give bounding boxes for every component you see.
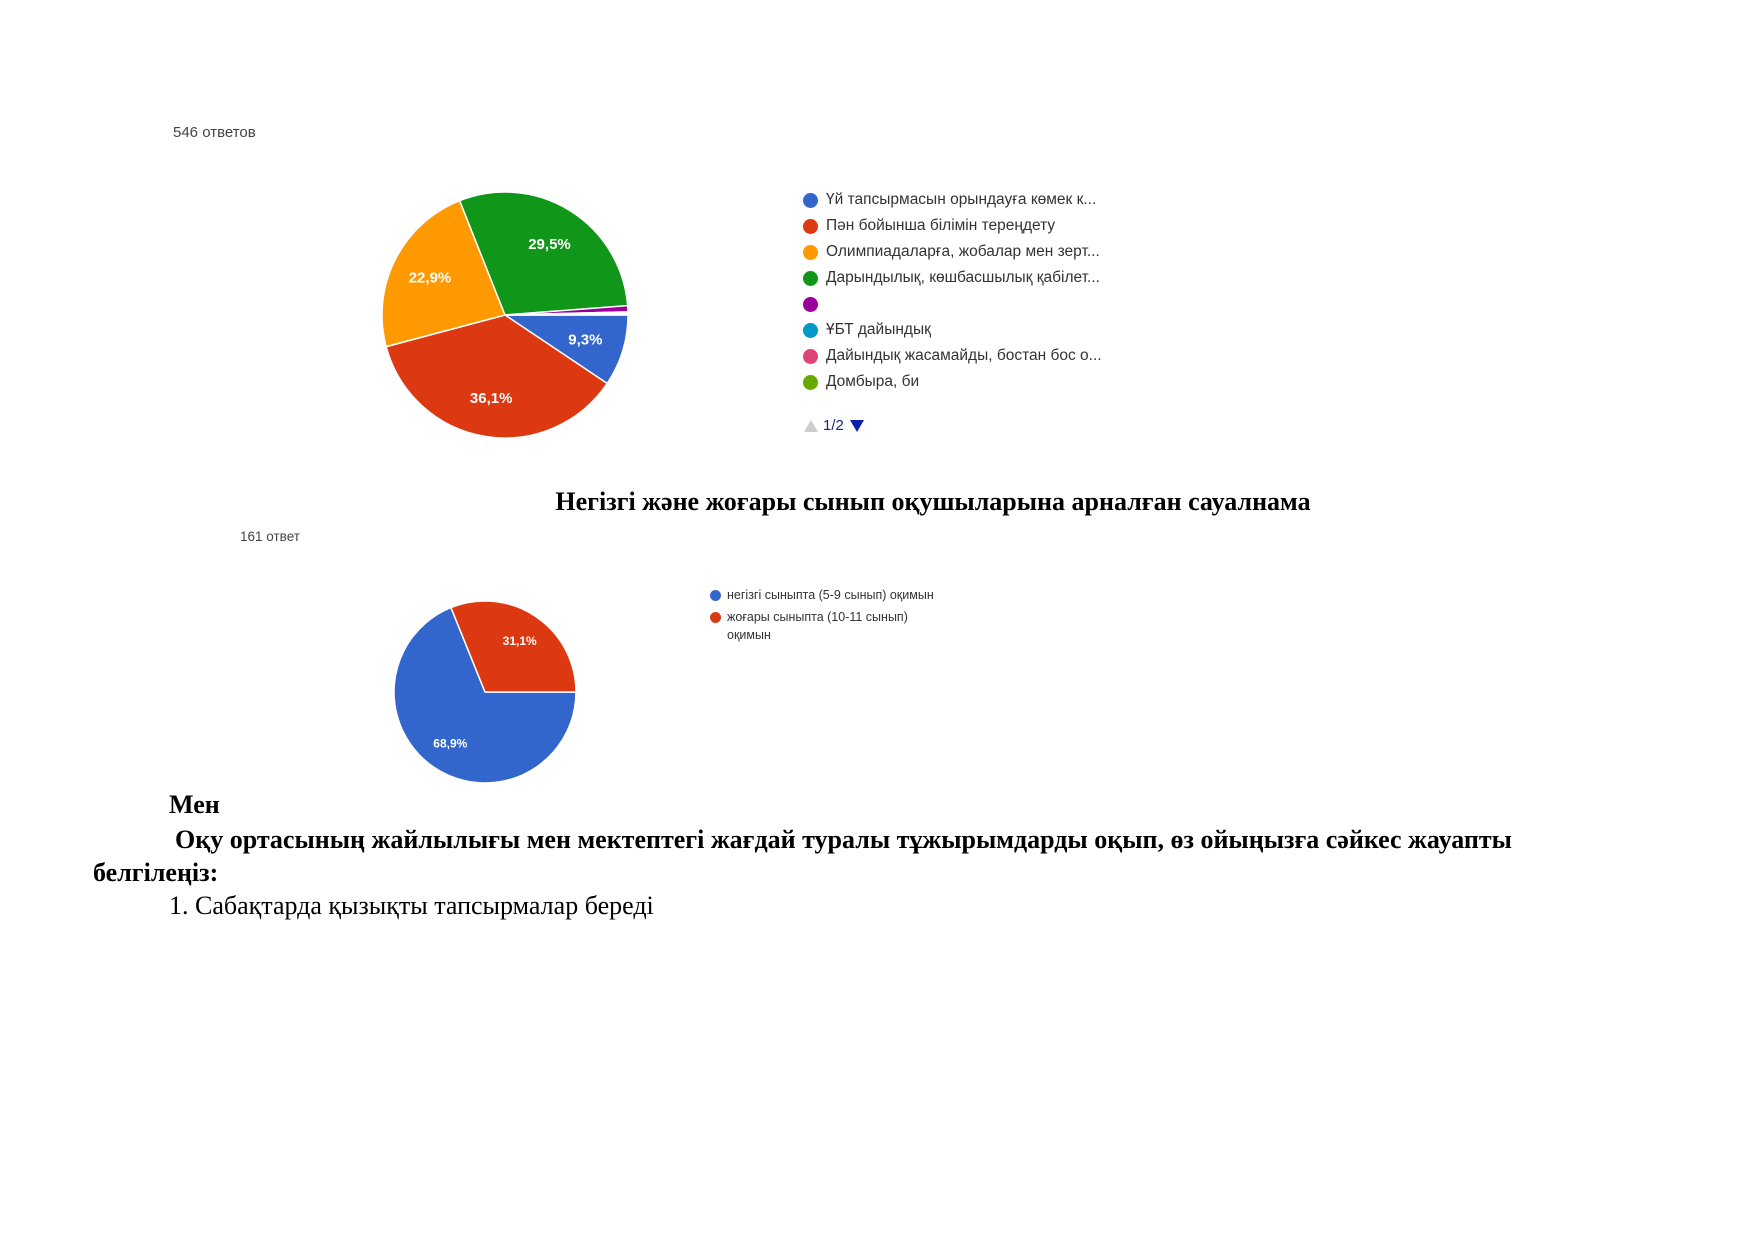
pie2-value-label: 68,9%: [433, 736, 468, 751]
chart2-legend: [710, 586, 934, 644]
chart2-legend-item[interactable]: [710, 586, 934, 604]
chart1-legend-label: Дарындылық, көшбасшылық қабілет...: [826, 269, 1100, 286]
chart2-legend-label: жоғары сыныпта (10-11 сынып) оқимын: [727, 610, 908, 642]
chart1-legend-item[interactable]: [803, 317, 1102, 343]
pager-next-icon[interactable]: [849, 419, 865, 433]
instruction-text: Оқу ортасының жайлылығы мен мектептегі жағдай туралы тұжырымдарды оқып, өз ойыңызға сәйкес жауапты белгілеңіз:: [93, 825, 1512, 887]
chart1-legend-dot: [803, 219, 818, 234]
chart1-legend-item[interactable]: [803, 369, 1102, 395]
chart1-pie: [370, 180, 640, 450]
survey-title: Негізгі және жоғары сынып оқушыларына арналған сауалнама: [555, 487, 1311, 516]
chart1-legend-label: Домбыра, би: [826, 373, 920, 390]
pie2-value-label: 31,1%: [502, 633, 537, 648]
pie1-slice[interactable]: [505, 314, 628, 315]
chart2-legend-label: негізгі сыныпта (5-9 сынып) оқимын: [727, 588, 934, 602]
pager-prev-icon[interactable]: [803, 419, 819, 433]
chart2-legend-dot: [710, 612, 721, 623]
chart1-legend-item[interactable]: [803, 265, 1102, 291]
chart1-legend-item[interactable]: [803, 187, 1102, 213]
pager-page-label: 1/2: [823, 417, 844, 434]
pie1-value-label: 36,1%: [469, 390, 513, 408]
chart1-legend-label: Олимпиадаларға, жобалар мен зерт...: [826, 243, 1100, 260]
chart1-legend-item[interactable]: [803, 343, 1102, 369]
pie1-value-label: 22,9%: [408, 269, 452, 287]
chart1-legend-label: ҰБТ дайындық: [826, 321, 931, 338]
chart1-legend-dot: [803, 323, 818, 338]
chart1-response-count: 546 ответов: [173, 124, 256, 141]
chart1-legend-label: Үй тапсырмасын орындауға көмек к...: [826, 191, 1097, 208]
chart1-legend-dot: [803, 193, 818, 208]
word-men: Мен: [169, 790, 220, 819]
chart2-response-count: 161 ответ: [240, 529, 300, 544]
chart1-legend-dot: [803, 297, 818, 312]
chart2-legend-dot: [710, 590, 721, 601]
chart1-legend-item[interactable]: [803, 213, 1102, 239]
pie1-value-label: 9,3%: [568, 331, 603, 349]
chart2-pie: [390, 580, 580, 805]
survey-item-1: 1. Сабақтарда қызықты тапсырмалар береді: [169, 891, 654, 920]
chart1-legend-item[interactable]: [803, 239, 1102, 265]
chart1-legend-pager: [803, 417, 865, 434]
chart1-legend-label: Пән бойынша білімін тереңдету: [826, 217, 1056, 234]
chart1-legend-dot: [803, 349, 818, 364]
chart1-legend-dot: [803, 245, 818, 260]
chart1-legend-dot: [803, 375, 818, 390]
chart1-legend-dot: [803, 271, 818, 286]
pie1-value-label: 29,5%: [528, 236, 571, 253]
chart1-legend: [803, 187, 1102, 395]
chart2-legend-item[interactable]: [710, 608, 934, 644]
chart1-legend-label: Дайындық жасамайды, бостан бос о...: [826, 347, 1102, 364]
chart1-legend-item[interactable]: [803, 291, 1102, 317]
